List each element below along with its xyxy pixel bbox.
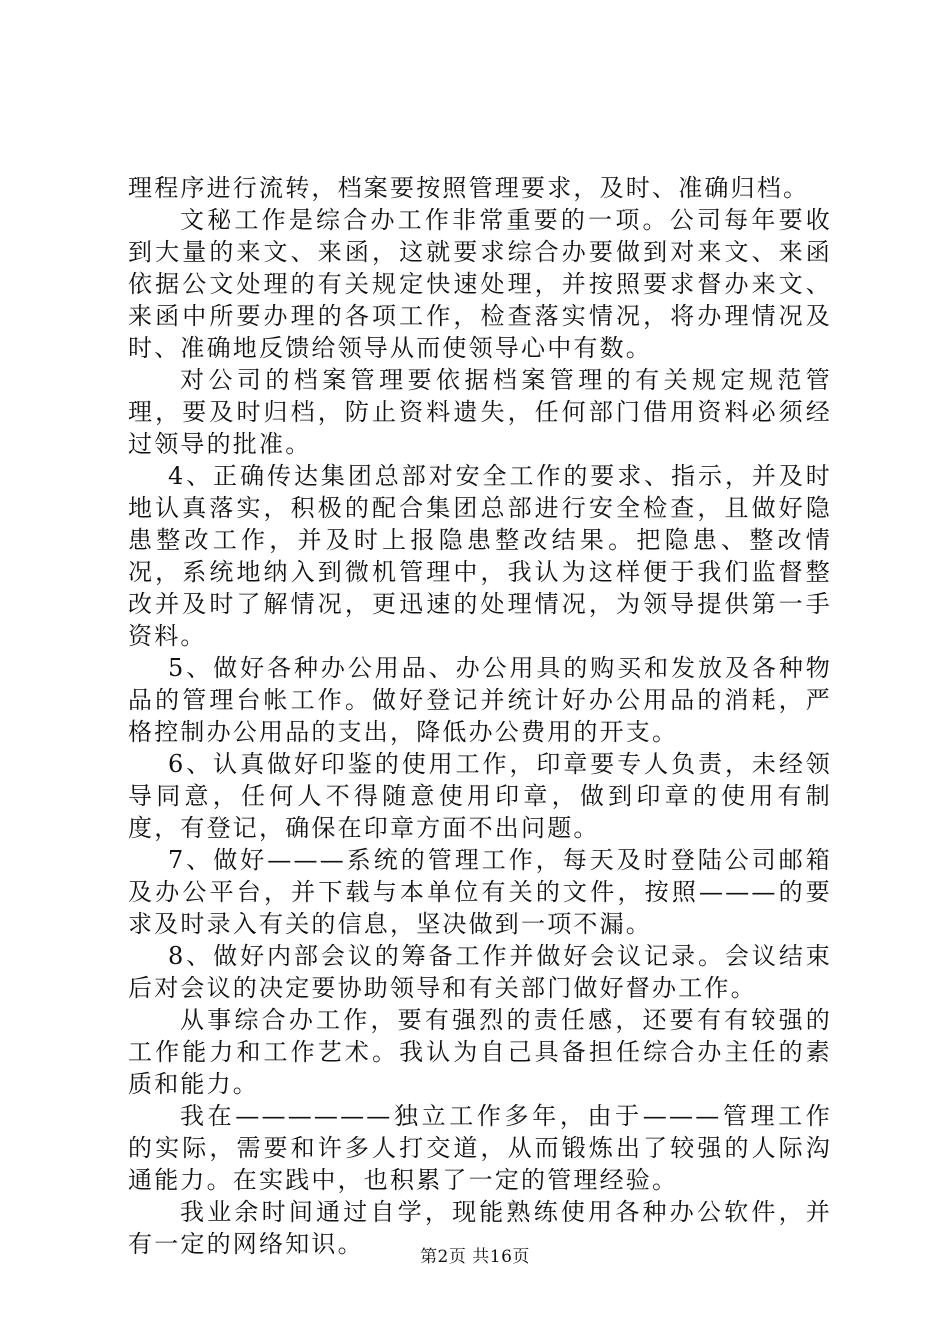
page-number-label: 第2页 共16页 xyxy=(420,1247,530,1267)
paragraph: 从事综合办工作，要有强烈的责任感，还要有有较强的工作能力和工作艺术。我认为自己具备担任综合办主任的素质和能力。 xyxy=(128,1006,832,1098)
paragraph: 4、正确传达集团总部对安全工作的要求、指示，并及时地认真落实，积极的配合集团总部进行安全检查，且做好隐患整改工作，并及时上报隐患整改结果。把隐患、整改情况，系统地纳入到微机管理中，我认为这样便于我们监督整改并及时了解情况，更迅速的处理情况，为领导提供第一手资料。 xyxy=(128,462,832,650)
paragraph: 文秘工作是综合办工作非常重要的一项。公司每年要收到大量的来文、来函，这就要求综合办要做到对来文、来函依据公文处理的有关规定快速处理，并按照要求督办来文、来函中所要办理的各项工作，检查落实情况，将办理情况及时、准确地反馈给领导从而使领导心中有数。 xyxy=(128,206,832,362)
paragraph: 8、做好内部会议的筹备工作并做好会议记录。会议结束后对会议的决定要协助领导和有关部门做好督办工作。 xyxy=(128,942,832,1002)
paragraph: 我在——————独立工作多年，由于———管理工作的实际，需要和许多人打交道，从而锻炼出了较强的人际沟通能力。在实践中，也积累了一定的管理经验。 xyxy=(128,1102,832,1194)
paragraph: 理程序进行流转，档案要按照管理要求，及时、准确归档。 xyxy=(128,174,810,202)
paragraph: 6、认真做好印鉴的使用工作，印章要专人负责，未经领导同意，任何人不得随意使用印章，做到印章的使用有制度，有登记，确保在印章方面不出问题。 xyxy=(128,750,832,842)
paragraph: 5、做好各种办公用品、办公用具的购买和发放及各种物品的管理台帐工作。做好登记并统计好办公用品的消耗，严格控制办公用品的支出，降低办公费用的开支。 xyxy=(128,654,832,746)
paragraph: 对公司的档案管理要依据档案管理的有关规定规范管理，要及时归档，防止资料遗失，任何部门借用资料必须经过领导的批准。 xyxy=(128,366,832,458)
page-footer xyxy=(0,1242,950,1267)
paragraph: 7、做好———系统的管理工作，每天及时登陆公司邮箱及办公平台，并下载与本单位有关的文件，按照———的要求及时录入有关的信息，坚决做到一项不漏。 xyxy=(128,846,832,938)
document-body xyxy=(128,172,832,1260)
paragraph: 我业余时间通过自学，现能熟练使用各种办公软件，并有一定的网络知识。 xyxy=(128,1198,832,1258)
